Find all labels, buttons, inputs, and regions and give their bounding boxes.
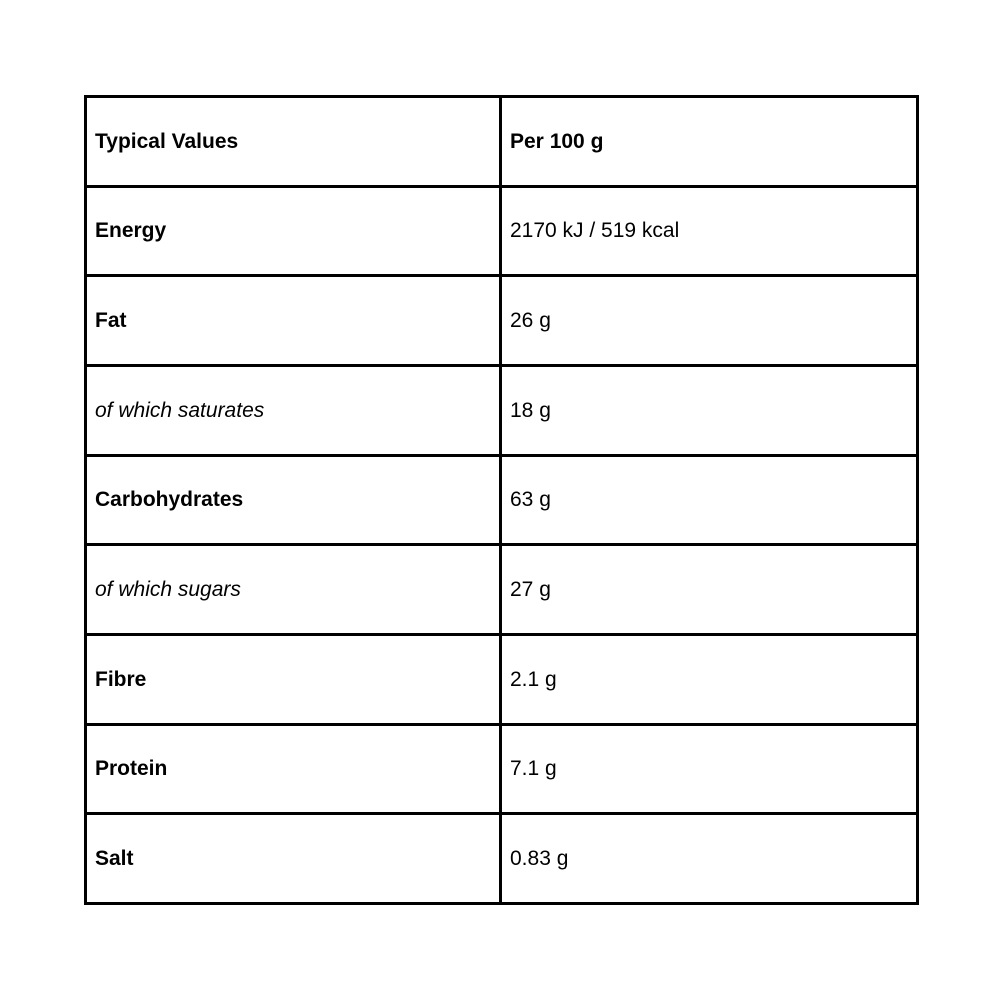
row-label-carbohydrates: Carbohydrates [86, 455, 501, 545]
table-row [86, 724, 918, 814]
row-label-saturates: of which saturates [86, 365, 501, 455]
row-value-salt: 0.83 g [501, 814, 918, 904]
row-value-energy: 2170 kJ / 519 kcal [501, 186, 918, 276]
table-row [86, 814, 918, 904]
row-value-carbohydrates: 63 g [501, 455, 918, 545]
table-row [86, 455, 918, 545]
table-row [86, 276, 918, 366]
row-label-sugars: of which sugars [86, 545, 501, 635]
table-header-row [86, 97, 918, 187]
row-value-protein: 7.1 g [501, 724, 918, 814]
row-label-fibre: Fibre [86, 634, 501, 724]
row-value-sugars: 27 g [501, 545, 918, 635]
row-label-salt: Salt [86, 814, 501, 904]
header-value-cell: Per 100 g [501, 97, 918, 187]
table-row [86, 365, 918, 455]
row-value-fibre: 2.1 g [501, 634, 918, 724]
header-label-cell: Typical Values [86, 97, 501, 187]
table-row [86, 545, 918, 635]
nutrition-table [84, 95, 919, 905]
table-row [86, 186, 918, 276]
row-value-fat: 26 g [501, 276, 918, 366]
row-label-protein: Protein [86, 724, 501, 814]
row-label-fat: Fat [86, 276, 501, 366]
row-value-saturates: 18 g [501, 365, 918, 455]
table-row [86, 634, 918, 724]
row-label-energy: Energy [86, 186, 501, 276]
